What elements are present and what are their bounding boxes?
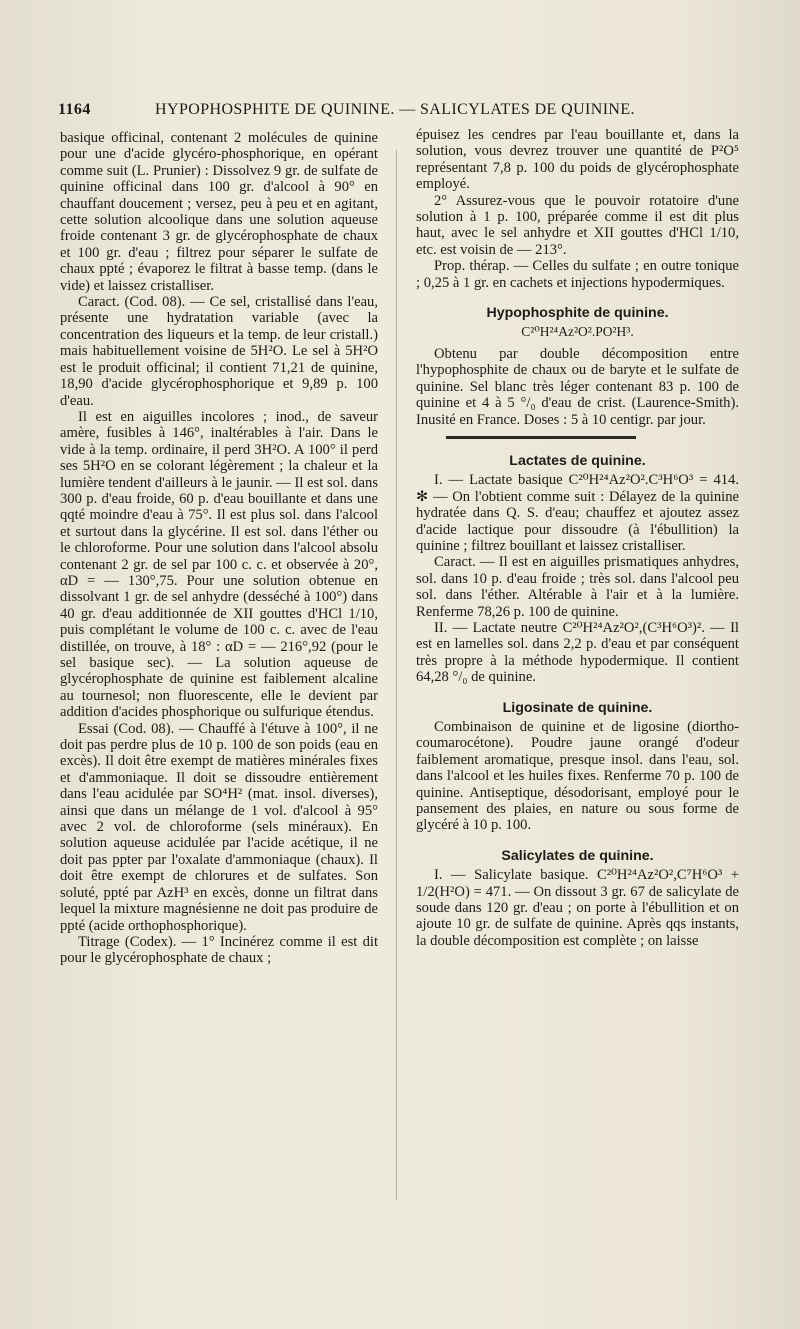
paragraph: Titrage (Codex). — 1° Incinérez comme il est dit pour le glycérophosphate de chaux ;: [60, 933, 378, 967]
chemical-formula: C²⁰H²⁴Az²O².PO²H³.: [521, 324, 634, 340]
paragraph: I. — Lactate basique C²⁰H²⁴Az²O².C³H⁶O³ = 414. ✻ — On l'obtient comme suit : Délayez de la quinine hydratée dans Q. S. d'eau; chauffez et ajoutez assez d'acide lactique pour dissoudre (à l'ébullition) la quinine ; filtrez bouillant et laissez cristalliser.: [416, 472, 739, 554]
paragraph: Caract. — Il est en aiguilles prismatiques anhydres, sol. dans 10 p. d'eau froide ; très sol. dans l'alcool peu sol. dans l'éther. Altérable à l'air et à la lumière. Renferme 78,26 p. 100 de quinine.: [416, 554, 739, 620]
paragraph: Combinaison de quinine et de ligosine (diortho-coumarocétone). Poudre jaune orangé d'odeur faiblement aromatique, presque insol. dans l'eau, sol. dans l'alcool et les huiles fixes. Renferme 70 p. 100 de quinine. Antiseptique, désodorisant, employé pour le pansement des plaies, en nature ou sous forme de glycéré à 10 p. 100.: [416, 719, 739, 834]
right-column: [416, 127, 739, 949]
paragraph: Obtenu par double décomposition entre l'hypophosphite de chaux ou de baryte et le sulfate de quinine. Sel blanc très léger contenant 83 p. 100 de quinine et 4 à 5 °/₀ d'eau de crist. (Laurence-Smith). Inusité en France. Doses : 5 à 10 centigr. par jour.: [416, 345, 739, 428]
column-divider: [396, 150, 397, 1200]
paragraph: 2° Assurez-vous que le pouvoir rotatoire d'une solution à 1 p. 100, préparée comme il est dit plus haut, avec le sel anhydre et XII gouttes d'HCl 1/10, etc. est voisin de — 213°.: [416, 192, 739, 258]
paragraph: I. — Salicylate basique. C²⁰H²⁴Az²O²,C⁷H⁶O³ + 1/2(H²O) = 471. — On dissout 3 gr. 67 de salicylate de soude dans 120 gr. d'eau ; on porte à l'ébullition et on ajoute 10 gr. de sulfate de quinine. Après qqs instants, la double décomposition est complète ; on laisse: [416, 867, 739, 949]
paragraph: Caract. (Cod. 08). — Ce sel, cristallisé dans l'eau, présente une hydratation variable (avec la concentration des liqueurs et la temp. de leur cristall.) mais habituellement voisine de 5H²O. Le sel à 5H²O est le produit officinal; il contient 71,21 de quinine, 18,90 d'acide glycérophosphorique et 9,89 p. 100 d'eau.: [60, 294, 378, 409]
paragraph: II. — Lactate neutre C²⁰H²⁴Az²O²,(C³H⁶O³)². — Il est en lamelles sol. dans 2,2 p. d'eau et par conséquent très propre à la méthode hypodermique. Il contient 64,28 °/₀ de quinine.: [416, 619, 739, 686]
paragraph: Il est en aiguilles incolores ; inod., de saveur amère, fusibles à 146°, inaltérables à l'air. Dans le vide à la temp. ordinaire, il perd 3H²O. A 100° il perd ses 5H²O en se colorant légèrement ; la chaleur et la lumière tendent d'ailleurs à le jaunir. — Il est sol. dans 300 p. d'eau froide, 60 p. d'eau bouillante et dans une qqté moindre d'eau à 75°. Il est plus sol. dans l'alcool et surtout dans la glycérine. Il est sol. dans l'éther ou le chloroforme. Pour une solution dans l'alcool absolu contenant 2 gr. de sel par 100 c. c. et observée à 20°, αD = — 130°,75. Pour une solution obtenue en dissolvant 1 gr. de sel anhydre (desséché à 100°) dans 40 gr. d'eau additionnée de XII gouttes d'HCl 1/10, puis complétant le volume de 100 c. c. avec de l'eau distillée, on trouve, à 18° : αD = — 216°,92 (pour le sel basique sec). — La solution aqueuse de glycérophosphate de quinine est faiblement alcaline au tournesol; non fluorescente, elle le devient par addition d'acides phosphorique ou sulfurique étendus.: [60, 408, 378, 721]
section-heading: Hypophosphite de quinine.: [486, 305, 669, 322]
section-heading: Ligosinate de quinine.: [502, 699, 653, 716]
left-column: [60, 130, 378, 967]
paragraph: épuisez les cendres par l'eau bouillante et, dans la solution, vous devrez trouver une quantité de P²O⁵ représentant 7,8 p. 100 du poids de glycérophosphate employé.: [416, 127, 739, 193]
paragraph: basique officinal, contenant 2 molécules de quinine pour une d'acide glycéro-phosphorique, en opérant comme suit (L. Prunier) : Dissolvez 9 gr. de sulfate de quinine officinal dans 100 gr. d'alcool à 90° en chauffant doucement ; versez, peu à peu et en agitant, cette solution alcoolique dans une solution aqueuse froide contenant 3 gr. de glycérophosphate de chaux et 100 gr. d'eau ; filtrez pour séparer le sulfate de chaux ppté ; évaporez le filtrat à basse temp. (dans le vide) et laissez cristalliser.: [60, 130, 378, 294]
paragraph: Essai (Cod. 08). — Chauffé à l'étuve à 100°, il ne doit pas perdre plus de 10 p. 100 de son poids (eau en excès). Il doit être exempt de matières minérales fixes et d'ammoniaque. Il doit se dissoudre entièrement dans l'eau acidulée par SO⁴H² (mat. insol. diverses), ainsi que dans un mélange de 1 vol. d'alcool à 95° avec 2 vol. de chloroforme (sels minéraux). En solution aqueuse acidulée par l'acide acétique, il ne doit pas ppter par l'oxalate d'ammoniaque (chaux). Il doit être exempt de chlorures et de sulfates. Son soluté, ppté par AzH³ en excès, donne un filtrat dans lequel la mixture magnésienne ne doit pas produire de ppté (acide orthophosphorique).: [60, 720, 378, 934]
paragraph: Prop. thérap. — Celles du sulfate ; en outre tonique ; 0,25 à 1 gr. en cachets et injections hypodermiques.: [416, 258, 739, 291]
page-number: 1164: [58, 101, 91, 118]
page-header: [58, 101, 690, 119]
section-heading: Salicylates de quinine.: [501, 847, 654, 864]
running-title: HYPOPHOSPHITE DE QUININE. — SALICYLATES DE QUININE.: [155, 101, 635, 118]
section-separator: [446, 436, 636, 439]
section-heading: Lactates de quinine.: [509, 452, 646, 469]
